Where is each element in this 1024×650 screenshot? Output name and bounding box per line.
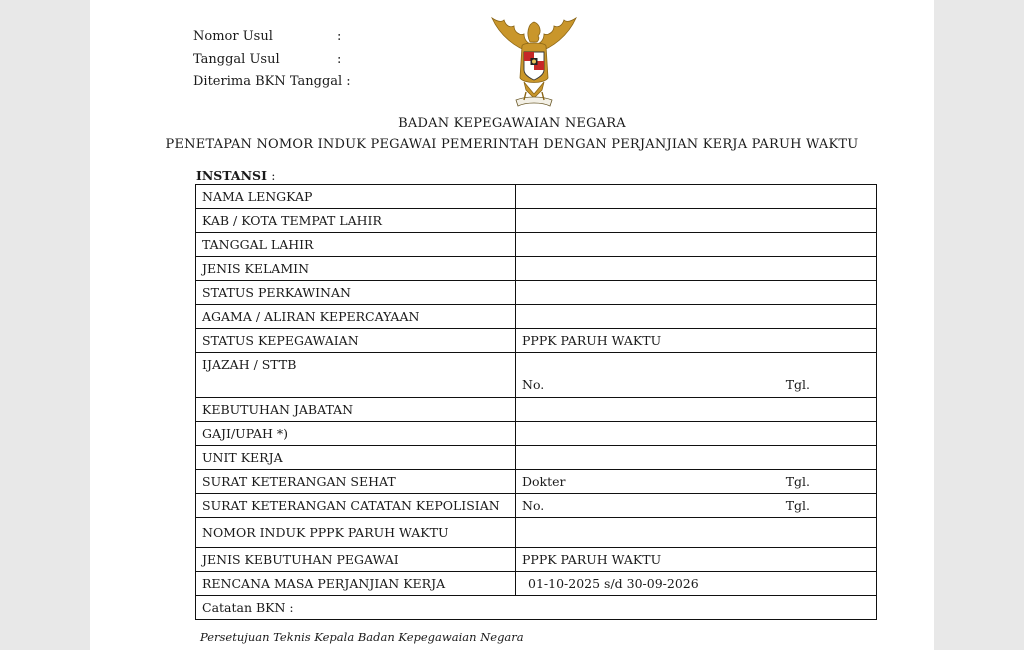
surat-polisi-value <box>516 494 877 518</box>
document-subtitle: PENETAPAN NOMOR INDUK PEGAWAI PEMERINTAH DENGAN PERJANJIAN KERJA PARUH WAKTU <box>165 137 859 152</box>
ijazah-tgl-label: Tgl. <box>785 376 810 392</box>
nomor-usul-label: Nomor Usul <box>193 29 273 44</box>
table-row <box>196 596 877 620</box>
nomor-induk-label: NOMOR INDUK PPPK PARUH WAKTU <box>196 518 516 548</box>
surat-sehat-value <box>516 470 877 494</box>
jenis-kelamin-value <box>516 257 877 281</box>
unit-kerja-value <box>516 446 877 470</box>
ijazah-no-label: No. <box>522 376 545 392</box>
kab-kota-value <box>516 209 877 233</box>
status-perkawinan-label: STATUS PERKAWINAN <box>196 281 516 305</box>
ijazah-value <box>516 353 877 398</box>
instansi-label: INSTANSI <box>196 168 267 183</box>
tanggal-usul-row <box>193 49 351 72</box>
instansi-colon: : <box>271 168 276 183</box>
tanggal-usul-colon: : <box>337 51 342 67</box>
agama-value <box>516 305 877 329</box>
nomor-induk-value <box>516 518 877 548</box>
nomor-usul-row <box>193 26 351 49</box>
nama-lengkap-value <box>516 185 877 209</box>
agency-title: BADAN KEPEGAWAIAN NEGARA <box>398 116 626 131</box>
tanggal-lahir-value <box>516 233 877 257</box>
surat-polisi-tgl-label: Tgl. <box>785 498 810 513</box>
rencana-masa-label: RENCANA MASA PERJANJIAN KERJA <box>196 572 516 596</box>
table-row <box>196 548 877 572</box>
table-row <box>196 398 877 422</box>
tanggal-lahir-label: TANGGAL LAHIR <box>196 233 516 257</box>
ijazah-label: IJAZAH / STTB <box>196 353 516 398</box>
diterima-colon: : <box>346 74 351 89</box>
table-row <box>196 422 877 446</box>
diterima-row <box>193 71 351 94</box>
garuda-emblem-icon <box>486 12 582 110</box>
jenis-kebutuhan-label: JENIS KEBUTUHAN PEGAWAI <box>196 548 516 572</box>
agama-label: AGAMA / ALIRAN KEPERCAYAAN <box>196 305 516 329</box>
table-row <box>196 353 877 398</box>
status-kepegawaian-label: STATUS KEPEGAWAIAN <box>196 329 516 353</box>
surat-sehat-dokter-label: Dokter <box>522 474 566 489</box>
table-row <box>196 329 877 353</box>
table-row <box>196 185 877 209</box>
table-row <box>196 494 877 518</box>
kebutuhan-jabatan-value <box>516 398 877 422</box>
table-row <box>196 518 877 548</box>
document-page <box>90 0 934 650</box>
unit-kerja-label: UNIT KERJA <box>196 446 516 470</box>
status-kepegawaian-value: PPPK PARUH WAKTU <box>516 329 877 353</box>
jenis-kelamin-label: JENIS KELAMIN <box>196 257 516 281</box>
rencana-masa-value: 01-10-2025 s/d 30-09-2026 <box>516 572 877 596</box>
submission-meta <box>193 26 351 94</box>
table-row <box>196 470 877 494</box>
catatan-bkn-label: Catatan BKN : <box>196 596 877 620</box>
employee-data-table <box>195 184 877 620</box>
kebutuhan-jabatan-label: KEBUTUHAN JABATAN <box>196 398 516 422</box>
nomor-usul-colon: : <box>337 29 342 44</box>
nama-lengkap-label: NAMA LENGKAP <box>196 185 516 209</box>
table-row <box>196 572 877 596</box>
surat-sehat-tgl-label: Tgl. <box>785 474 810 489</box>
gaji-label: GAJI/UPAH *) <box>196 422 516 446</box>
table-row <box>196 209 877 233</box>
table-row <box>196 233 877 257</box>
jenis-kebutuhan-value: PPPK PARUH WAKTU <box>516 548 877 572</box>
tanggal-usul-label: Tanggal Usul <box>193 51 280 67</box>
diterima-label: Diterima BKN Tanggal <box>193 74 343 89</box>
approval-footer: Persetujuan Teknis Kepala Badan Kepegawaian Negara <box>200 630 524 644</box>
table-row <box>196 281 877 305</box>
table-row <box>196 446 877 470</box>
instansi-label-line <box>196 168 276 183</box>
surat-polisi-label: SURAT KETERANGAN CATATAN KEPOLISIAN <box>196 494 516 518</box>
table-row <box>196 305 877 329</box>
gaji-value <box>516 422 877 446</box>
kab-kota-label: KAB / KOTA TEMPAT LAHIR <box>196 209 516 233</box>
table-row <box>196 257 877 281</box>
surat-sehat-label: SURAT KETERANGAN SEHAT <box>196 470 516 494</box>
surat-polisi-no-label: No. <box>522 498 545 513</box>
status-perkawinan-value <box>516 281 877 305</box>
